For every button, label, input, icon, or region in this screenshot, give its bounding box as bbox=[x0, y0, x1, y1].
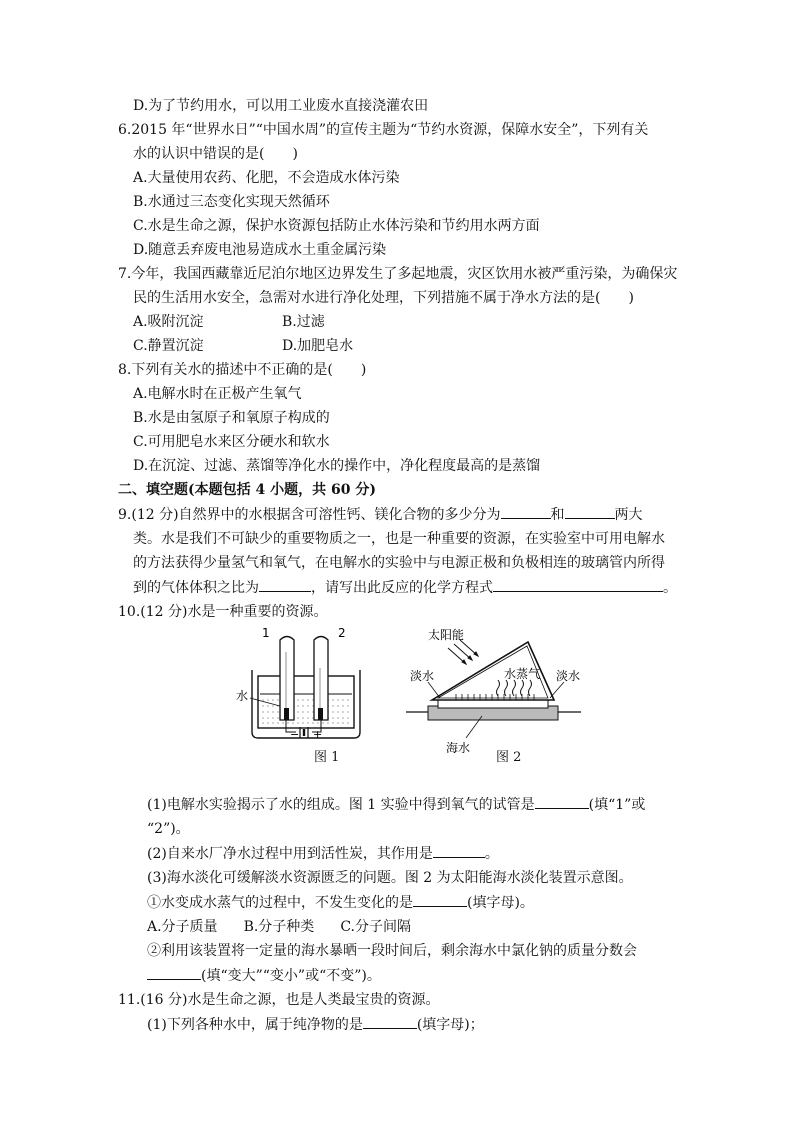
q7-stem-line1: 7.今年，我国西藏靠近尼泊尔地区边界发生了多起地震，灾区饮用水被严重污染，为确保灾 bbox=[118, 266, 678, 282]
q10-sub3-2-text-b: (填“变大”“变小”或“不变”)。 bbox=[201, 968, 381, 984]
fresh-water-left-label: 淡水 bbox=[410, 669, 435, 683]
q9-text-3: 两大 bbox=[614, 507, 643, 523]
q10-sub3-1-text-b: (填字母)。 bbox=[467, 895, 534, 911]
q10-blank-4[interactable] bbox=[147, 963, 201, 980]
q10-sub2-text-b: 。 bbox=[484, 846, 499, 862]
q8-stem: 8.下列有关水的描述中不正确的是( ) bbox=[118, 362, 367, 378]
sea-water-label: 海水 bbox=[446, 741, 471, 755]
q9-line4 bbox=[118, 575, 678, 600]
figure-1-electrolysis bbox=[236, 628, 376, 771]
q10-figures bbox=[118, 628, 678, 790]
q10-stem: 10.(12 分)水是一种重要的资源。 bbox=[118, 604, 328, 620]
q9-blank-3[interactable] bbox=[259, 575, 311, 592]
figure-1-caption: 图 1 bbox=[314, 750, 340, 765]
q10-sub3-1 bbox=[118, 890, 678, 915]
q9-line1 bbox=[118, 502, 678, 527]
positive-terminal: + bbox=[313, 728, 323, 741]
q10-sub3-1-options bbox=[118, 915, 678, 939]
q10-sub2-text-a: (2)自来水厂净水过程中用到活性炭，其作用是 bbox=[147, 846, 433, 862]
q7-stem-line2: 民的生活用水安全，急需对水进行净化处理，下列措施不属于净水方法的是( ) bbox=[133, 290, 634, 306]
q7-options-row2 bbox=[118, 334, 678, 358]
q10-sub1-line1 bbox=[118, 792, 678, 817]
fresh-water-right-label: 淡水 bbox=[556, 669, 581, 683]
q9-blank-4[interactable] bbox=[493, 575, 663, 592]
q9-text-4c: 。 bbox=[663, 580, 677, 596]
q9-blank-2[interactable] bbox=[565, 502, 615, 519]
q7-options-row1 bbox=[118, 310, 678, 334]
q9-text-1: 9.(12 分)自然界中的水根据含可溶性钙、镁化合物的多少分为 bbox=[118, 507, 501, 523]
tube-2-label: 2 bbox=[338, 628, 346, 640]
q10-blank-2[interactable] bbox=[433, 841, 485, 858]
q10-option-c: C.分子间隔 bbox=[340, 919, 411, 935]
negative-terminal: − bbox=[290, 728, 300, 741]
exam-page bbox=[118, 94, 678, 1037]
section-heading: 二、填空题(本题包括 4 小题，共 60 分) bbox=[118, 482, 376, 498]
desalination-diagram bbox=[406, 628, 581, 763]
q10-option-b: B.分子种类 bbox=[243, 919, 315, 935]
q11-sub1-text-b: (填字母)； bbox=[416, 1017, 484, 1033]
water-label: 水 bbox=[236, 689, 249, 703]
q9-blank-1[interactable] bbox=[501, 502, 551, 519]
q6-option-a: A.大量使用农药、化肥，不会造成水体污染 bbox=[133, 170, 400, 186]
q11-blank-1[interactable] bbox=[363, 1012, 417, 1029]
q5-option-d: D.为了节约用水，可以用工业废水直接浇灌农田 bbox=[133, 98, 429, 114]
q9-text-4a: 到的气体体积之比为 bbox=[133, 580, 259, 596]
q7-option-b: B.过滤 bbox=[282, 314, 325, 330]
q6-option-c: C.水是生命之源，保护水资源包括防止水体污染和节约用水两方面 bbox=[133, 218, 540, 234]
q10-blank-1[interactable] bbox=[535, 792, 589, 809]
q6-stem-line2: 水的认识中错误的是( ) bbox=[133, 146, 298, 162]
q10-sub3-1-text-a: ①水变成水蒸气的过程中，不发生变化的是 bbox=[147, 895, 413, 911]
solar-energy-label: 太阳能 bbox=[428, 628, 465, 642]
q10-sub3: (3)海水淡化可缓解淡水资源匮乏的问题。图 2 为太阳能海水淡化装置示意图。 bbox=[147, 870, 633, 886]
q10-blank-3[interactable] bbox=[413, 890, 467, 907]
vapor-label: 水蒸气 bbox=[504, 667, 541, 681]
q11-sub1 bbox=[118, 1012, 678, 1037]
q10-sub1-line2: “2”)。 bbox=[147, 821, 190, 837]
q8-option-c: C.可用肥皂水来区分硬水和软水 bbox=[133, 434, 330, 450]
q11-stem: 11.(16 分)水是生命之源，也是人类最宝贵的资源。 bbox=[118, 992, 440, 1008]
electrolysis-diagram bbox=[236, 628, 376, 763]
q7-option-c: C.静置沉淀 bbox=[133, 338, 204, 354]
q9-line2: 类。水是我们不可缺少的重要物质之一，也是一种重要的资源，在实验室中可用电解水 bbox=[133, 531, 665, 547]
q7-option-d: D.加肥皂水 bbox=[282, 338, 354, 354]
q9-text-2: 和 bbox=[550, 507, 565, 523]
q10-sub3-2-line1: ②利用该装置将一定量的海水暴晒一段时间后，剩余海水中氯化钠的质量分数会 bbox=[147, 943, 637, 959]
q6-stem-line1: 6.2015 年“世界水日”“中国水周”的宣传主题为“节约水资源，保障水安全”，下列有关 bbox=[118, 122, 649, 138]
figure-2-caption: 图 2 bbox=[496, 750, 522, 765]
q10-sub3-2-line2 bbox=[118, 963, 678, 988]
q10-option-a: A.分子质量 bbox=[147, 919, 218, 935]
q8-option-d: D.在沉淀、过滤、蒸馏等净化水的操作中，净化程度最高的是蒸馏 bbox=[133, 458, 541, 474]
figure-2-desalination bbox=[406, 628, 581, 771]
q6-option-b: B.水通过三态变化实现天然循环 bbox=[133, 194, 330, 210]
q6-option-d: D.随意丢弃废电池易造成水土重金属污染 bbox=[133, 242, 387, 258]
q10-sub1-text-a: (1)电解水实验揭示了水的组成。图 1 实验中得到氧气的试管是 bbox=[147, 797, 535, 813]
q8-option-b: B.水是由氢原子和氧原子构成的 bbox=[133, 410, 330, 426]
q10-sub1-text-b: (填“1”或 bbox=[588, 797, 646, 813]
q11-sub1-text-a: (1)下列各种水中，属于纯净物的是 bbox=[147, 1017, 363, 1033]
tube-1-label: 1 bbox=[262, 628, 270, 640]
q7-option-a: A.吸附沉淀 bbox=[133, 314, 204, 330]
q9-line3: 的方法获得少量氢气和氧气，在电解水的实验中与电源正极和负极相连的玻璃管内所得 bbox=[133, 555, 665, 571]
q8-option-a: A.电解水时在正极产生氧气 bbox=[133, 386, 302, 402]
q10-sub2 bbox=[118, 841, 678, 866]
q9-text-4b: ，请写出此反应的化学方程式 bbox=[311, 580, 493, 596]
